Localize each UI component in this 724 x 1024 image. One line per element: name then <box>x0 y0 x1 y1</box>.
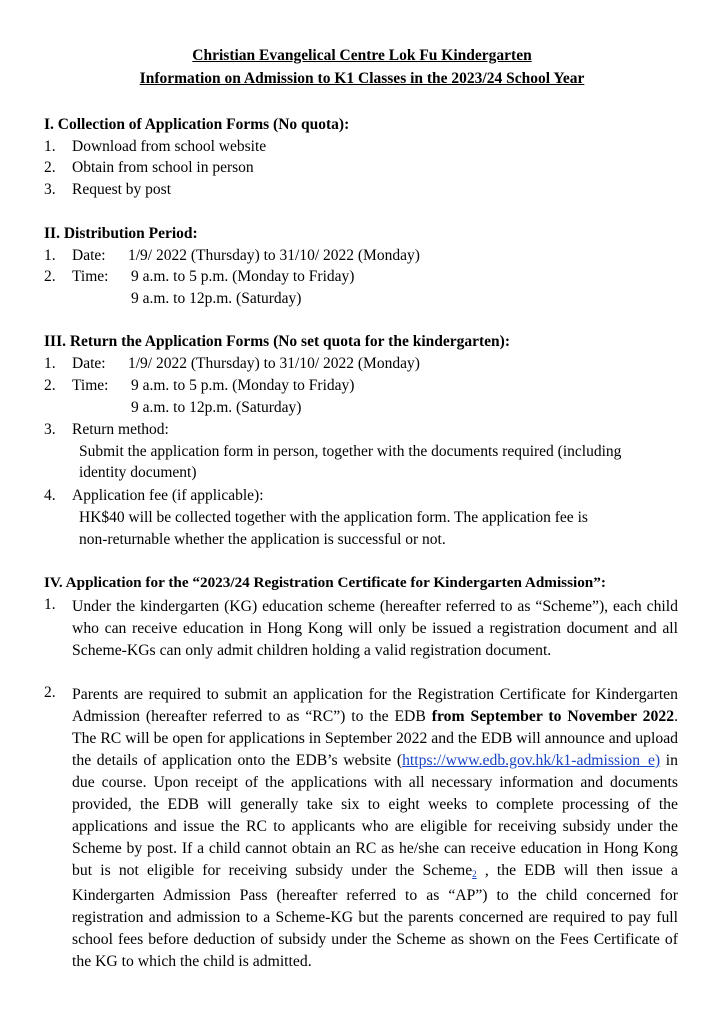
list-item: Request by post <box>72 181 172 198</box>
section-1-heading: I. Collection of Application Forms (No quota): <box>44 116 350 133</box>
time-label: Time: <box>72 268 109 285</box>
list-number: 1. <box>44 138 56 155</box>
return-method-label: Return method: <box>72 421 169 438</box>
list-number: 2. <box>44 159 56 176</box>
date-label: Date: <box>72 247 106 264</box>
footnote-marker[interactable]: 2 <box>472 869 477 879</box>
application-fee-label: Application fee (if applicable): <box>72 487 264 504</box>
section-4-heading: IV. Application for the “2023/24 Registration Certificate for Kindergarten Admission”: <box>44 574 606 591</box>
section-2-heading: II. Distribution Period: <box>44 225 198 242</box>
paragraph-text: in due course. Upon receipt of the applications with all necessary information and documents provided, the EDB will generally take six to eight weeks to complete processing of the applications and issue the RC to applicants who are eligible for receiving subsidy under the Scheme by post. If a child cannot obtain an RC as he/she can receive education in Hong Kong but is not eligible for receiving subsidy under the Scheme <box>72 752 679 879</box>
date-label: Date: <box>72 355 106 372</box>
time-label: Time: <box>72 377 109 394</box>
return-method-text: Submit the application form in person, together with the documents required (including <box>79 443 622 460</box>
section-3-heading: III. Return the Application Forms (No set quota for the kindergarten): <box>44 333 510 350</box>
time-value: 9 a.m. to 12p.m. (Saturday) <box>131 290 302 307</box>
list-number: 3. <box>44 421 56 438</box>
list-number: 4. <box>44 487 56 504</box>
application-fee-text: non-returnable whether the application is successful or not. <box>79 531 446 548</box>
edb-website-link[interactable]: https://www.edb.gov.hk/k1-admission_e) <box>402 752 661 769</box>
list-number: 3. <box>44 181 56 198</box>
paragraph-text: Parents are required to submit an application for the Registration Certificate for Kindergarten Admission (hereafter referred to as “RC”) to the EDB <box>72 686 678 725</box>
time-value: 9 a.m. to 5 p.m. (Monday to Friday) <box>131 377 355 394</box>
application-period-bold: from September to November 2022 <box>431 708 675 725</box>
list-item: Download from school website <box>72 138 267 155</box>
time-value: 9 a.m. to 12p.m. (Saturday) <box>131 399 302 416</box>
document-subtitle: Information on Admission to K1 Classes in the 2023/24 School Year <box>139 70 585 87</box>
list-item: Obtain from school in person <box>72 159 254 176</box>
paragraph-kg-scheme: Under the kindergarten (KG) education scheme (hereafter referred to as “Scheme”), each child who can receive education in Hong Kong will only be issued a registration document and all Scheme-KGs can only admit children holding a valid registration document. <box>72 598 678 659</box>
time-value: 9 a.m. to 5 p.m. (Monday to Friday) <box>131 268 355 285</box>
list-number: 1. <box>44 596 56 613</box>
date-value: 1/9/ 2022 (Thursday) to 31/10/ 2022 (Monday) <box>128 247 420 264</box>
return-method-text: identity document) <box>79 464 197 481</box>
paragraph-rc-application <box>72 684 678 973</box>
paragraph-text: . The RC will be open for applications in September 2022 and the EDB will announce and upload the details of application onto the EDB’s website ( <box>72 708 678 769</box>
list-number: 2. <box>44 268 56 285</box>
date-value: 1/9/ 2022 (Thursday) to 31/10/ 2022 (Monday) <box>128 355 420 372</box>
application-fee-text: HK$40 will be collected together with the application form. The application fee is <box>79 509 588 526</box>
list-number: 1. <box>44 247 56 264</box>
list-number: 2. <box>44 684 56 701</box>
list-number: 1. <box>44 355 56 372</box>
list-number: 2. <box>44 377 56 394</box>
document-title: Christian Evangelical Centre Lok Fu Kindergarten <box>192 47 532 64</box>
paragraph-text: , the EDB will then issue a Kindergarten Admission Pass (hereafter referred to as “AP”) to the child concerned for registration and admission to a Scheme-KG but the parents concerned are required to pay full school fees before deduction of subsidy under the Scheme as shown on the Fees Certificate of the KG to which the child is admitted. <box>72 862 678 970</box>
